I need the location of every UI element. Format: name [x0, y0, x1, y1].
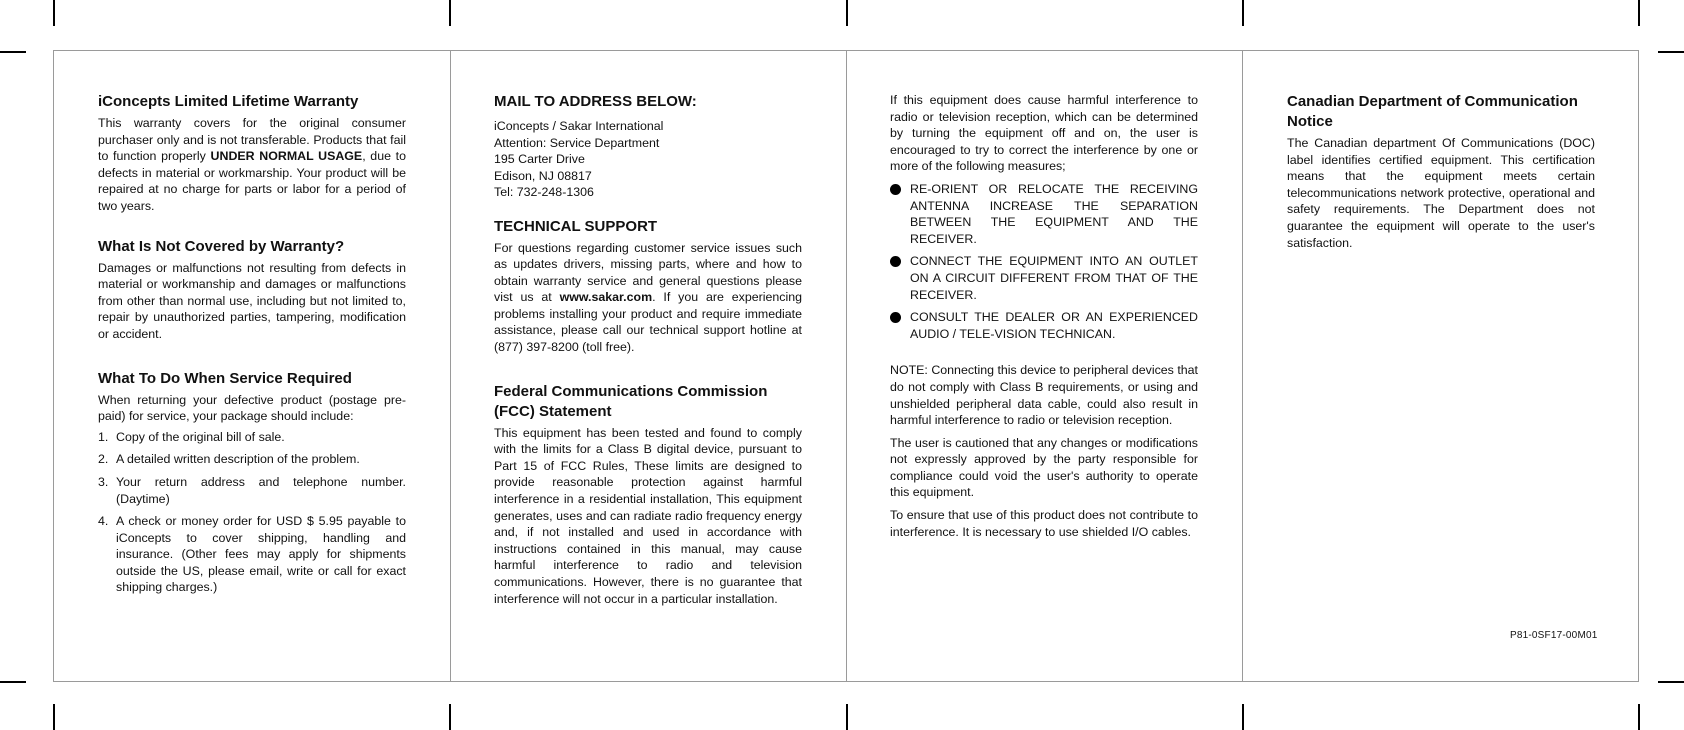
- website-link[interactable]: www.sakar.com: [559, 290, 653, 305]
- bullet-icon: [890, 256, 901, 267]
- crop-mark-top-3: [846, 0, 848, 26]
- address-line: Tel: 732-248-1306: [494, 185, 594, 199]
- list-item: CONNECT THE EQUIPMENT INTO AN OUTLET ON A CIRCUIT DIFFERENT FROM THAT OF THE RECEIVER.: [890, 253, 1198, 303]
- service-list: [98, 429, 406, 596]
- list-item: 1. Copy of the original bill of sale.: [98, 429, 285, 444]
- not-covered-title: What Is Not Covered by Warranty?: [98, 237, 345, 255]
- list-item: RE-ORIENT OR RELOCATE THE RECEIVING ANTENNA INCREASE THE SEPARATION BETWEEN THE EQUIPMENT AND THE RECEIVER.: [890, 181, 1198, 247]
- ensure-text: To ensure that use of this product does not contribute to interference. It is necessary to use shielded I/O cables.: [890, 508, 1198, 539]
- list-item: CONSULT THE DEALER OR AN EXPERIENCED AUDIO / TELE-VISION TECHNICAN.: [890, 309, 1198, 342]
- panel-divider-1: [450, 51, 451, 681]
- list-item: 3. Your return address and telephone number. (Daytime): [98, 474, 406, 506]
- crop-mark-right-bottom: [1658, 681, 1684, 683]
- crop-mark-right-top: [1658, 51, 1684, 53]
- crop-mark-bottom-5: [1638, 704, 1640, 730]
- crop-mark-bottom-2: [449, 704, 451, 730]
- measures-list: [890, 181, 1198, 342]
- list-item: 4. A check or money order for USD $ 5.95 payable to iConcepts to cover shipping, handling and insurance. (Other fees may apply for shipments outside the US, please email, write or call for exact shipping charges.): [98, 514, 406, 595]
- crop-mark-top-1: [53, 0, 55, 26]
- warranty-text: This warranty covers for the original consumer purchaser only and is not transferable. Products that fail to function properly UNDER NORMAL USAGE, due to defects in material or workmarship. Your product will be repaired at no charge for parts or labor for a period of two years.: [98, 116, 406, 213]
- canada-text: The Canadian department Of Communications (DOC) label identifies certified equipment. This certification means that the equipment meets certain telecommunications network protective, operational and safety requirements. The Department does not guarantee the equipment will operate to the user's satisfaction.: [1287, 136, 1595, 250]
- panel-canadian-notice: [1287, 92, 1595, 251]
- mail-title: MAIL TO ADDRESS BELOW:: [494, 93, 697, 110]
- caution-text: The user is cautioned that any changes or modifications not expressly approved by the party responsible for compliance could void the user's authority to operate this equipment.: [890, 435, 1198, 500]
- fcc-text: This equipment has been tested and found to comply with the limits for a Class B digital device, pursuant to Part 15 of FCC Rules, These limits are designed to provide reasonable protection against harmful interference in a residential installation, This equipment generates, uses and can radiate radio frequency energy and, if not installed and used in accordance with instructions contained in this manual, may cause harmful interference to radio and television communications. However, there is no guarantee that interference will not occur in a particular installation.: [494, 425, 802, 606]
- crop-mark-bottom-1: [53, 704, 55, 730]
- warranty-title: iConcepts Limited Lifetime Warranty: [98, 93, 359, 110]
- bullet-icon: [890, 312, 901, 323]
- crop-mark-top-4: [1242, 0, 1244, 26]
- crop-mark-left-top: [0, 51, 26, 53]
- panel-interference: [890, 92, 1198, 540]
- address-line: Edison, NJ 08817: [494, 168, 592, 183]
- panel-divider-3: [1242, 51, 1243, 681]
- address-line: Attention: Service Department: [494, 135, 660, 150]
- part-number: P81-0SF17-00M01: [1510, 630, 1598, 641]
- panel-warranty: [98, 92, 406, 602]
- support-title: TECHNICAL SUPPORT: [494, 217, 658, 235]
- crop-mark-bottom-4: [1242, 704, 1244, 730]
- interference-intro: If this equipment does cause harmful interference to radio or television reception, which can be determined by turning the equipment off and on, the user is encouraged to try to correct the interference by one or more of the following measures;: [890, 93, 1198, 174]
- crop-mark-left-bottom: [0, 681, 26, 683]
- fcc-title: Federal Communications Commission (FCC) Statement: [494, 382, 768, 420]
- service-title: What To Do When Service Required: [98, 369, 352, 387]
- crop-mark-top-5: [1638, 0, 1640, 26]
- list-item: 2. A detailed written description of the problem.: [98, 452, 360, 467]
- support-text: For questions regarding customer service issues such as updates drivers, missing parts, where and how to obtain warranty service and general questions please vist us at www.sakar.com. If you are experiencing problems installing your product and require immediate assistance, please call our technical support hotline at (877) 397-8200 (toll free).: [494, 240, 802, 355]
- address-line: 195 Carter Drive: [494, 152, 585, 166]
- not-covered-text: Damages or malfunctions not resulting from defects in material or workmanship and damages or malfunctions from other than normal use, including but not limited to, repair by unauthorized parties, tampering, modification or accident.: [98, 260, 406, 341]
- crop-mark-bottom-3: [846, 704, 848, 730]
- bullet-icon: [890, 184, 901, 195]
- address-line: iConcepts / Sakar International: [494, 119, 664, 133]
- panel-divider-2: [846, 51, 847, 681]
- service-intro: When returning your defective product (postage pre-paid) for service, your package should include:: [98, 392, 406, 424]
- crop-mark-top-2: [449, 0, 451, 26]
- canada-title: Canadian Department of Communication Notice: [1287, 93, 1578, 130]
- note-text: NOTE: Connecting this device to peripheral devices that do not comply with Class B requirements, or using and unshielded peripheral data cable, could also result in harmful interference to radio or television reception.: [890, 363, 1198, 428]
- panel-contact: [494, 92, 802, 607]
